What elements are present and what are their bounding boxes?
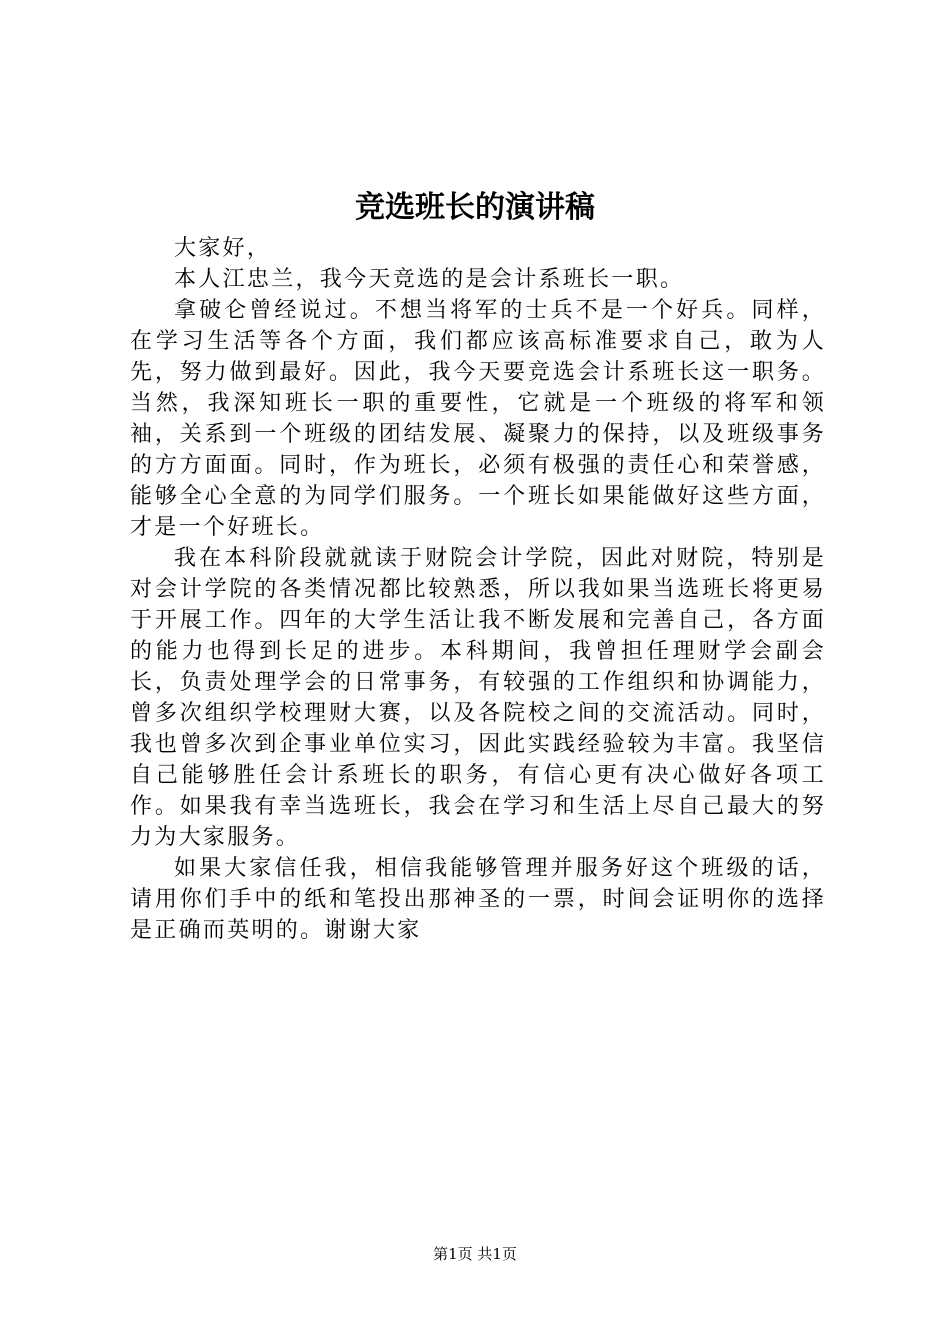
paragraph-closing: 如果大家信任我，相信我能够管理并服务好这个班级的话，请用你们手中的纸和笔投出那神圣的一票，时间会证明你的选择是正确而英明的。谢谢大家 <box>130 856 826 943</box>
paragraph-experience: 我在本科阶段就就读于财院会计学院，因此对财院，特别是对会计学院的各类情况都比较熟悉，所以我如果当选班长将更易于开展工作。四年的大学生活让我不断发展和完善自己，各方面的能力也得到长足的进步。本科期间，我曾担任理财学会副会长，负责处理学会的日常事务，有较强的工作组织和协调能力，曾多次组织学校理财大赛，以及各院校之间的交流活动。同时，我也曾多次到企事业单位实习，因此实践经验较为丰富。我坚信自己能够胜任会计系班长的职务，有信心更有决心做好各项工作。如果我有幸当选班长，我会在学习和生活上尽自己最大的努力为大家服务。 <box>130 546 826 850</box>
document-title: 竞选班长的演讲稿 <box>355 190 595 225</box>
paragraph-motivation: 拿破仑曾经说过。不想当将军的士兵不是一个好兵。同样，在学习生活等各个方面，我们都应该高标准要求自己，敢为人先，努力做到最好。因此，我今天要竞选会计系班长这一职务。当然，我深知班长一职的重要性，它就是一个班级的将军和领袖，关系到一个班级的团结发展、凝聚力的保持，以及班级事务的方方面面。同时，作为班长，必须有极强的责任心和荣誉感，能够全心全意的为同学们服务。一个班长如果能做好这些方面，才是一个好班长。 <box>130 298 826 540</box>
page-number-footer: 第1页 共1页 <box>433 1245 517 1263</box>
paragraph-introduction: 本人江忠兰，我今天竞选的是会计系班长一职。 <box>174 267 685 292</box>
paragraph-greeting: 大家好， <box>174 236 272 261</box>
document-body <box>130 233 826 946</box>
